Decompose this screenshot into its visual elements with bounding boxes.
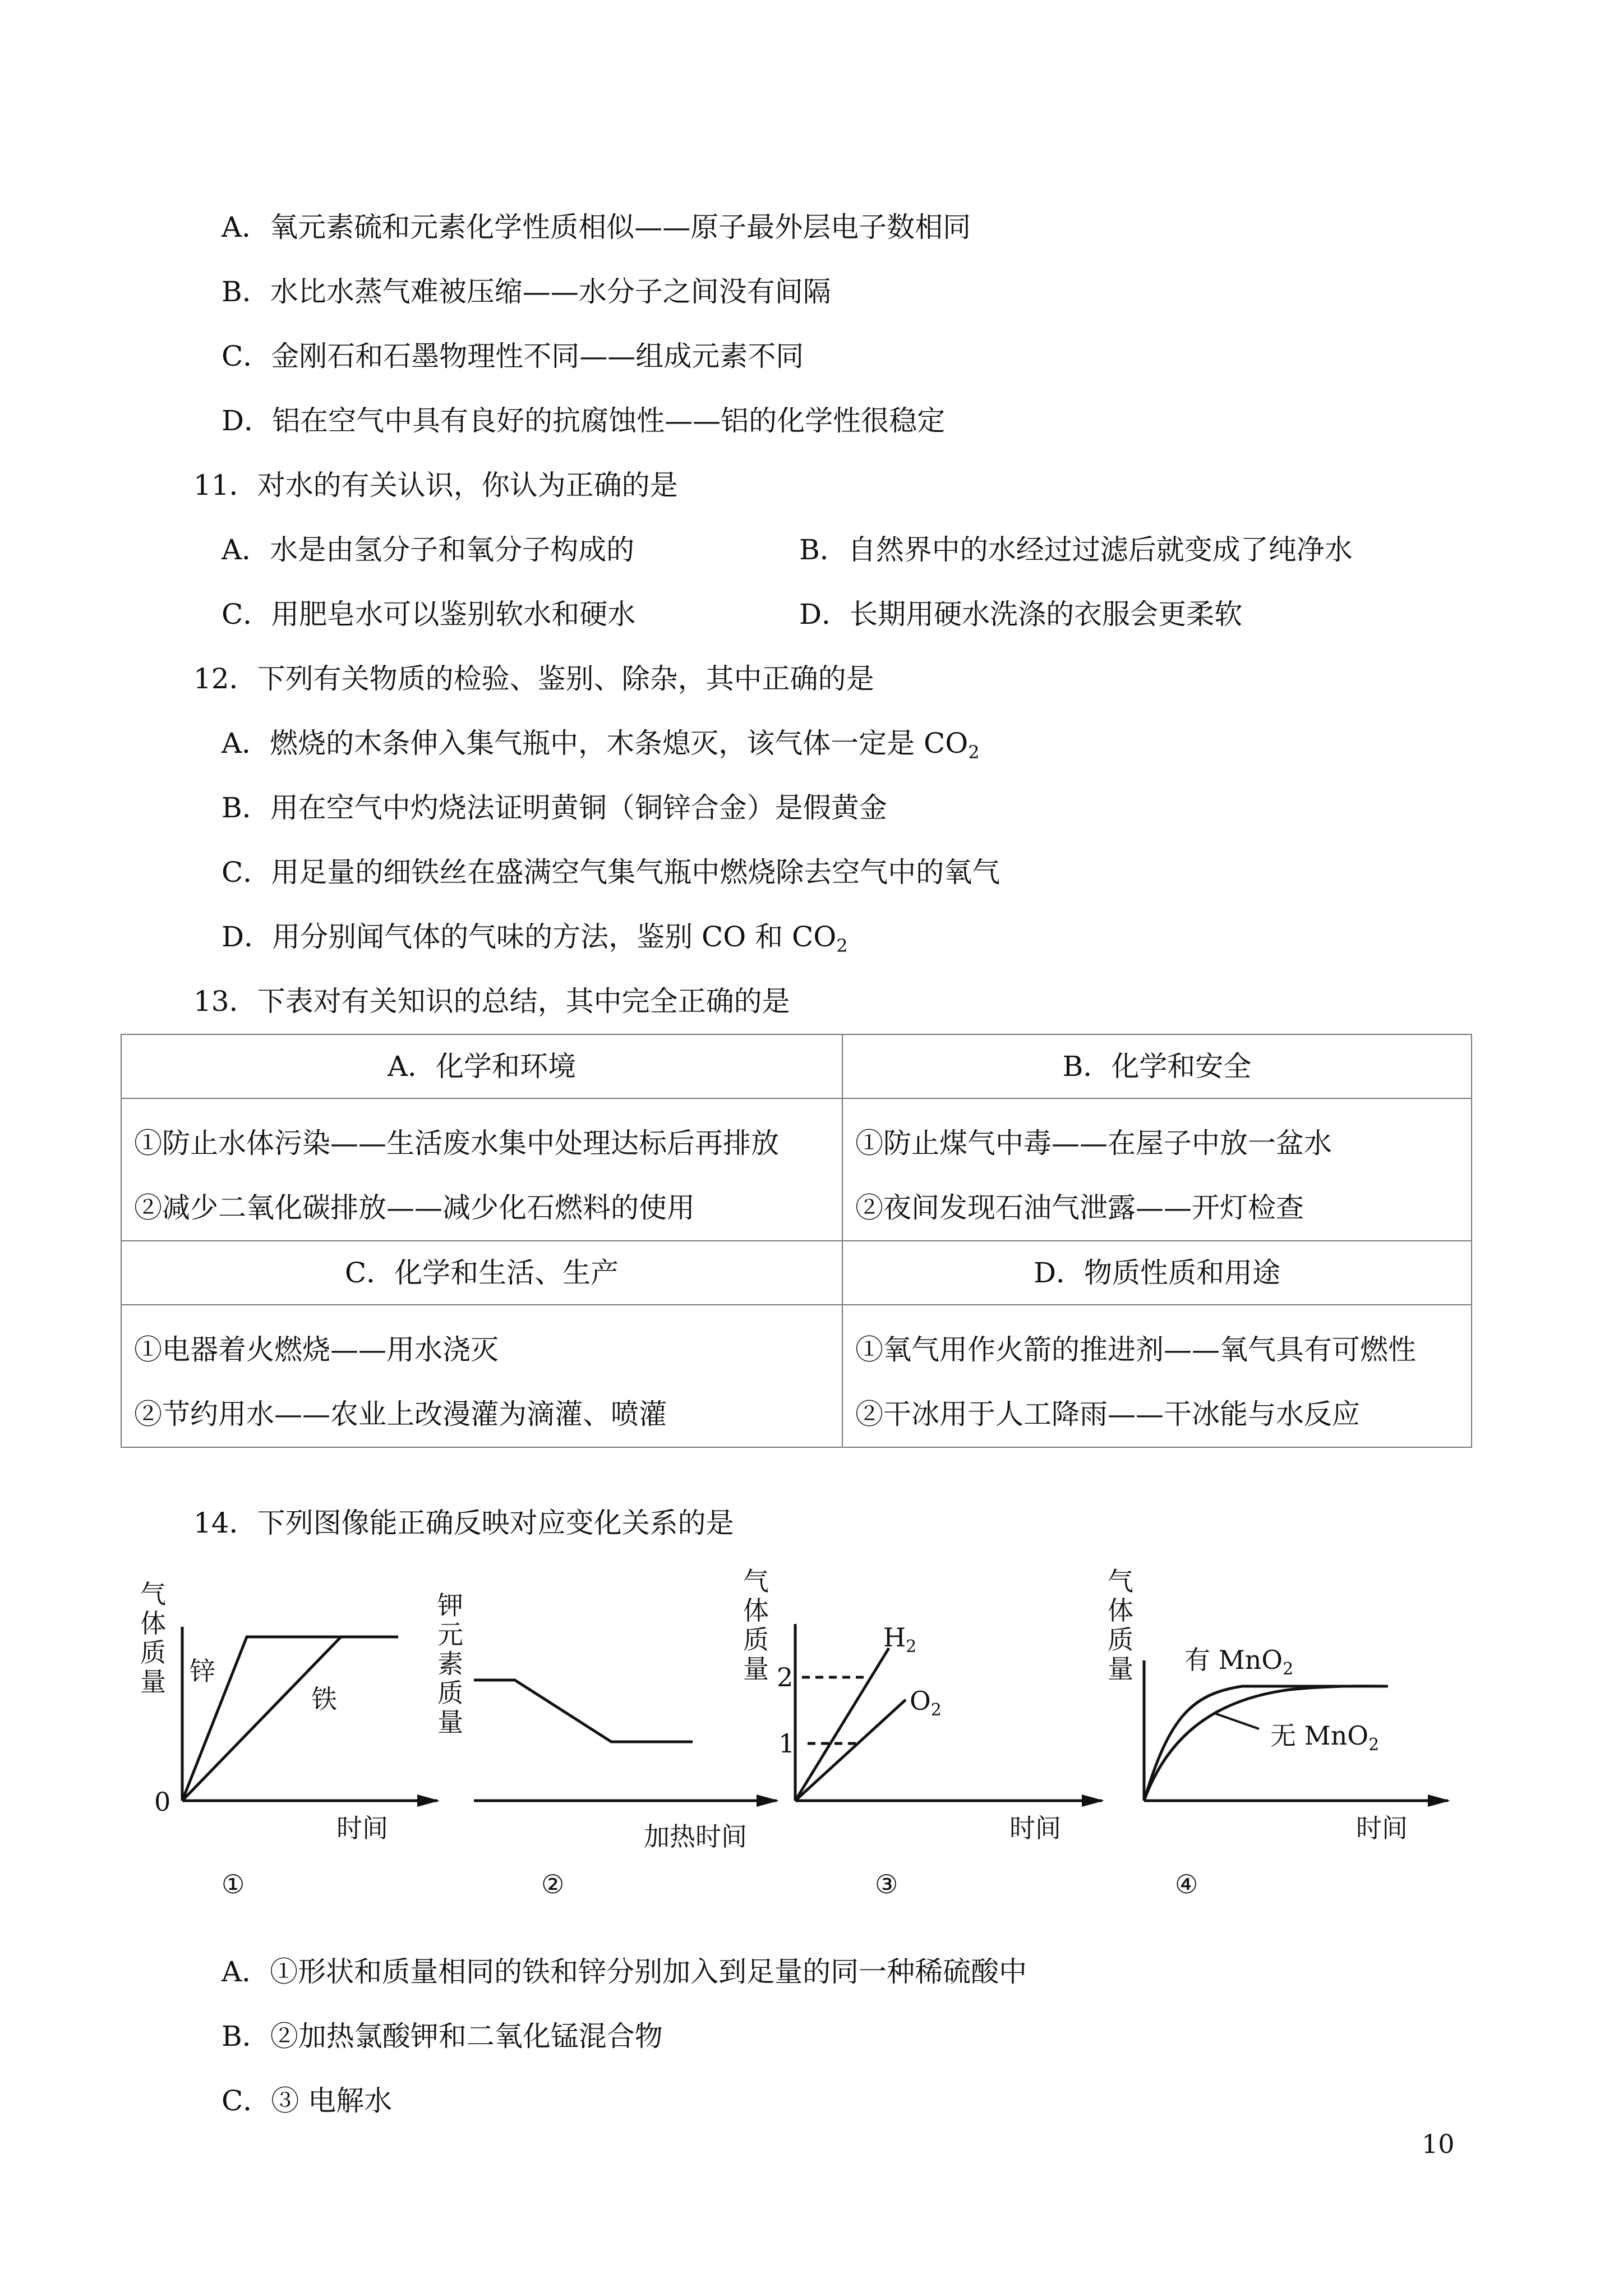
q10-option-c: C．金刚石和石墨物理性不同——组成元素不同 — [222, 340, 804, 372]
g1-ylabel-1: 气 — [140, 1579, 166, 1609]
g1-zinc-label: 锌 — [190, 1656, 215, 1686]
g3-ylabel-2: 体 — [743, 1595, 769, 1626]
q11-stem: 11．对水的有关认识，你认为正确的是 — [193, 469, 678, 501]
page-number: 10 — [1422, 2129, 1455, 2159]
cell-d-head: D．物质性质和用途 — [842, 1241, 1472, 1305]
g1-ylabel-3: 质 — [140, 1637, 166, 1668]
g3-tick-1: 1 — [778, 1728, 795, 1759]
g3-without-leader — [1216, 1714, 1259, 1729]
g1-ylabel-2: 体 — [140, 1608, 166, 1639]
q12-option-a: A．燃烧的木条伸入集气瓶中，木条熄灭，该气体一定是 $CO_2$ — [222, 727, 980, 763]
g3-o2-line — [795, 1700, 906, 1801]
g4-ylabel-1: 气 — [1108, 1566, 1133, 1596]
cell-d-line-1: ①氧气用作火箭的推进剂——氧气具有可燃性 — [855, 1333, 1416, 1366]
g3-o2-label: $O_2$ — [910, 1686, 942, 1720]
g2-xlabel: 加热时间 — [644, 1821, 747, 1852]
cell-c-line-2: ②节约用水——农业上改漫灌为滴灌、喷灌 — [134, 1398, 667, 1430]
q10-option-b: B．水比水蒸气难被压缩——水分子之间没有间隔 — [222, 275, 831, 308]
g1-xlabel: 时间 — [336, 1813, 388, 1843]
g1-number: ① — [222, 1869, 245, 1899]
g2-ylabel-5: 量 — [437, 1707, 463, 1737]
q11-option-c: C．用肥皂水可以鉴别软水和硬水 — [222, 598, 636, 631]
cell-c-head: C．化学和生活、生产 — [121, 1241, 842, 1305]
q11-option-b: B．自然界中的水经过过滤后就变成了纯净水 — [799, 533, 1353, 566]
cell-a-line-1: ①防止水体污染——生活废水集中处理达标后再排放 — [134, 1127, 779, 1159]
g4-xlabel: 时间 — [1356, 1813, 1408, 1843]
cell-c-line-1: ①电器着火燃烧——用水浇灭 — [134, 1333, 499, 1366]
q14-stem: 14．下列图像能正确反映对应变化关系的是 — [193, 1507, 734, 1539]
g3-ylabel-3: 质 — [743, 1625, 769, 1655]
q12-option-d: D．用分别闻气体的气味的方法，鉴别 CO 和 $CO_2$ — [222, 921, 848, 956]
g3-ylabel-4: 量 — [743, 1654, 769, 1684]
g4-ylabel-4: 量 — [1108, 1654, 1133, 1684]
g4-number: ④ — [1175, 1869, 1198, 1899]
g2-potassium-line — [474, 1680, 693, 1742]
g2-ylabel-1: 钾 — [437, 1590, 463, 1621]
q12-option-c: C．用足量的细铁丝在盛满空气集气瓶中燃烧除去空气中的氧气 — [222, 856, 1000, 889]
g3-number: ③ — [875, 1869, 898, 1899]
g1-iron-label: 铁 — [311, 1684, 337, 1714]
g3-ylabel-1: 气 — [743, 1566, 769, 1596]
g4-with-mno2-label: 有 MnO$_2$ — [1184, 1645, 1294, 1679]
cell-b-line-2: ②夜间发现石油气泄露——开灯检查 — [855, 1191, 1304, 1224]
g2-ylabel-4: 质 — [437, 1678, 463, 1708]
q11-option-d: D．长期用硬水洗涤的衣服会更柔软 — [799, 598, 1243, 631]
g3-tick-2: 2 — [777, 1662, 794, 1692]
q14-option-a: A．①形状和质量相同的铁和锌分别加入到足量的同一种稀硫酸中 — [222, 1955, 1027, 1988]
cell-a-head: A．化学和环境 — [121, 1034, 842, 1098]
cell-b-line-1: ①防止煤气中毒——在屋子中放一盆水 — [855, 1127, 1332, 1159]
q14-option-b: B．②加热氯酸钾和二氧化锰混合物 — [222, 2020, 663, 2053]
cell-d-line-2: ②干冰用于人工降雨——干冰能与水反应 — [855, 1398, 1360, 1430]
q14-option-c: C．③ 电解水 — [222, 2085, 393, 2117]
q12-stem: 12．下列有关物质的检验、鉴别、除杂，其中正确的是 — [193, 662, 874, 695]
cell-a-line-2: ②减少二氧化碳排放——减少化石燃料的使用 — [134, 1191, 695, 1224]
q11-option-a: A．水是由氢分子和氧分子构成的 — [222, 533, 635, 566]
g1-origin: 0 — [154, 1787, 171, 1817]
g2-ylabel-3: 素 — [437, 1649, 463, 1679]
g2-ylabel-2: 元 — [437, 1619, 463, 1650]
cell-b-head: B．化学和安全 — [842, 1034, 1472, 1098]
g3-h2-line — [795, 1648, 889, 1801]
g4-ylabel-2: 体 — [1108, 1595, 1133, 1626]
g2-number: ② — [541, 1869, 565, 1899]
g3-xlabel: 时间 — [1009, 1813, 1061, 1843]
q13-stem: 13．下表对有关知识的总结，其中完全正确的是 — [193, 985, 790, 1018]
q12-option-b: B．用在空气中灼烧法证明黄铜（铜锌合金）是假黄金 — [222, 792, 887, 824]
g3-h2-label: $H_2$ — [883, 1622, 917, 1657]
g1-ylabel-4: 量 — [140, 1667, 166, 1697]
q10-option-a: A．氧元素硫和元素化学性质相似——原子最外层电子数相同 — [222, 211, 971, 243]
q10-option-d: D．铝在空气中具有良好的抗腐蚀性——铝的化学性很稳定 — [222, 404, 946, 437]
g4-ylabel-3: 质 — [1108, 1625, 1133, 1655]
g4-without-mno2-label: 无 MnO$_2$ — [1270, 1720, 1380, 1755]
